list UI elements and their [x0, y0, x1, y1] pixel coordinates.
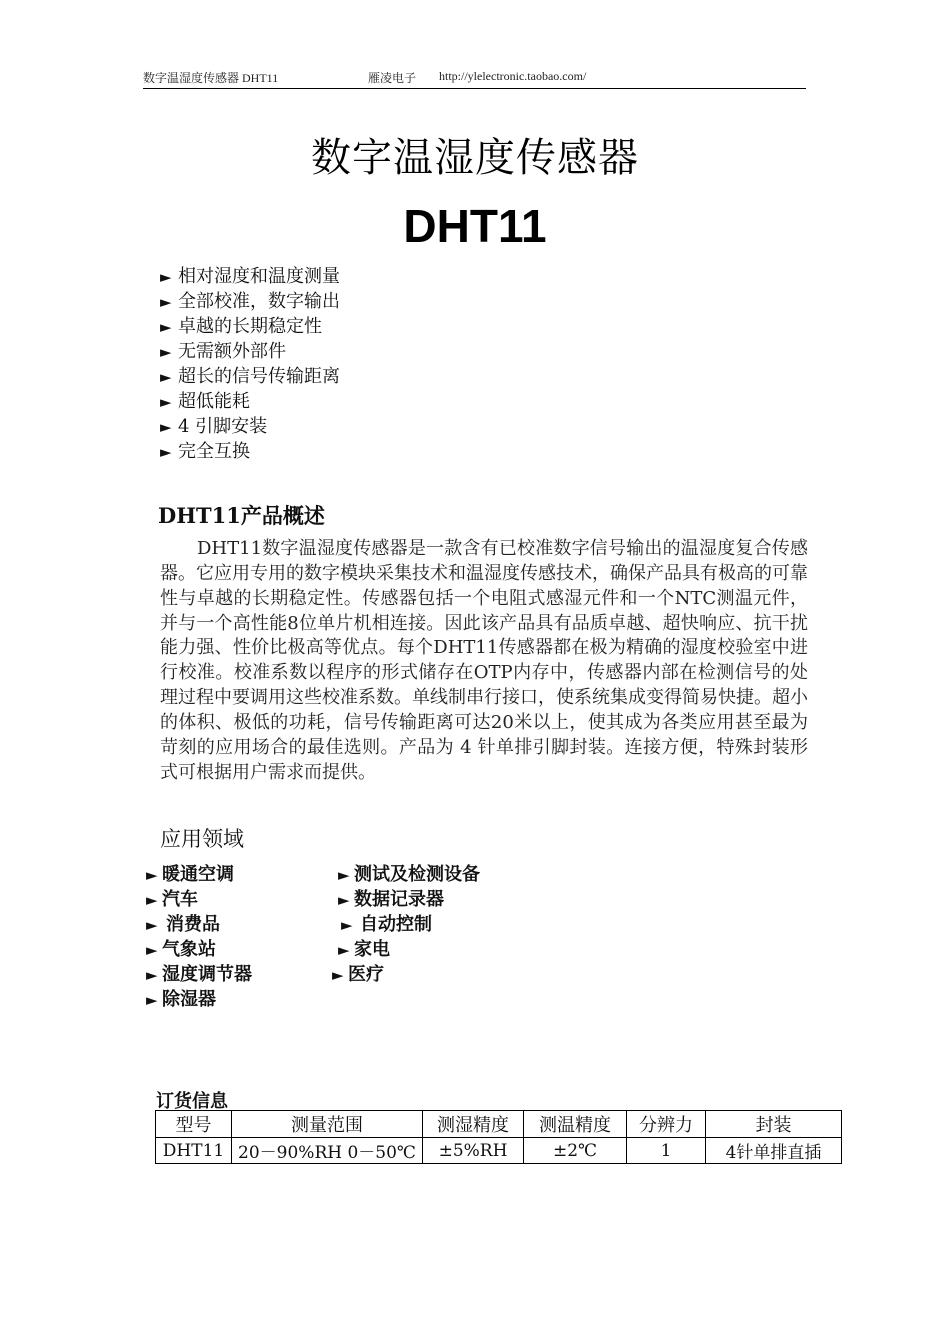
- triangle-bullet-icon: ►: [146, 891, 158, 909]
- feature-item: ► 相对湿度和温度测量: [160, 264, 340, 289]
- triangle-bullet-icon: ►: [146, 866, 158, 884]
- triangle-bullet-icon: ►: [160, 443, 172, 461]
- table-cell: ±5%RH: [423, 1138, 524, 1164]
- column-header: 型号: [156, 1111, 232, 1138]
- feature-list: [160, 264, 340, 464]
- triangle-bullet-icon: ►: [146, 991, 158, 1009]
- triangle-bullet-icon: ►: [160, 368, 172, 386]
- triangle-bullet-icon: ►: [160, 268, 172, 286]
- triangle-bullet-icon: ►: [341, 916, 353, 934]
- triangle-bullet-icon: ►: [338, 941, 350, 959]
- table-cell: 4针单排直插: [706, 1138, 842, 1164]
- application-item: ► 除湿器: [146, 987, 216, 1013]
- application-item: ► 医疗: [332, 962, 384, 988]
- feature-item: ► 超长的信号传输距离: [160, 364, 340, 389]
- order-heading: 订货信息: [156, 1091, 228, 1112]
- application-item: ► 气象站: [146, 937, 216, 963]
- triangle-bullet-icon: ►: [160, 318, 172, 336]
- triangle-bullet-icon: ►: [338, 891, 350, 909]
- order-table: [155, 1110, 842, 1164]
- triangle-bullet-icon: ►: [146, 941, 158, 959]
- application-item: ► 家电: [338, 937, 390, 963]
- document-title: 数字温湿度传感器: [311, 135, 639, 181]
- table-cell: 1: [627, 1138, 706, 1164]
- triangle-bullet-icon: ►: [146, 966, 158, 984]
- column-header: 测量范围: [232, 1111, 423, 1138]
- table-cell: DHT11: [156, 1138, 232, 1164]
- column-header: 封装: [706, 1111, 842, 1138]
- model-name: DHT11: [403, 200, 547, 252]
- triangle-bullet-icon: ►: [160, 393, 172, 411]
- overview-paragraph: DHT11数字温湿度传感器是一款含有已校准数字信号输出的温湿度复合传感器。它应用专用的数字模块采集技术和温湿度传感技术，确保产品具有极高的可靠性与卓越的长期稳定性。传感器包括一个电阻式感湿元件和一个NTC测温元件，并与一个高性能8位单片机相连接。因此该产品具有品质卓越、超快响应、抗干扰能力强、性价比极高等优点。每个DHT11传感器都在极为精确的湿度校验室中进行校准。校准系数以程序的形式储存在OTP内存中，传感器内部在检测信号的处理过程中要调用这些校准系数。单线制串行接口，使系统集成变得简易快捷。超小的体积、极低的功耗，信号传输距离可达20米以上，使其成为各类应用甚至最为苛刻的应用场合的最佳选则。产品为 4 针单排引脚封装。连接方便，特殊封装形式可根据用户需求而提供。: [160, 538, 808, 783]
- table-cell: 20－90%RH 0－50℃: [232, 1138, 423, 1164]
- applications-heading: 应用领域: [160, 827, 244, 851]
- application-item: ► 消费品: [146, 912, 220, 938]
- application-item: ► 湿度调节器: [146, 962, 252, 988]
- application-item: ► 自动控制: [341, 912, 432, 938]
- triangle-bullet-icon: ►: [338, 866, 350, 884]
- feature-item: ► 无需额外部件: [160, 339, 340, 364]
- application-item: ► 数据记录器: [338, 887, 444, 913]
- application-item: ► 暖通空调: [146, 862, 234, 888]
- application-item: ► 汽车: [146, 887, 198, 913]
- overview-heading: DHT11产品概述: [158, 503, 325, 528]
- triangle-bullet-icon: ►: [160, 418, 172, 436]
- table-cell: ±2℃: [524, 1138, 627, 1164]
- triangle-bullet-icon: ►: [146, 916, 158, 934]
- table-row: [156, 1138, 842, 1164]
- header-company: 雁凌电子: [368, 71, 417, 85]
- feature-item: ► 卓越的长期稳定性: [160, 314, 340, 339]
- feature-item: ► 完全互换: [160, 439, 340, 464]
- header-product: 数字温湿度传感器 DHT11: [143, 71, 279, 85]
- header-divider: [143, 88, 806, 89]
- triangle-bullet-icon: ►: [332, 966, 344, 984]
- feature-item: ► 超低能耗: [160, 389, 340, 414]
- table-header-row: [156, 1111, 842, 1138]
- triangle-bullet-icon: ►: [160, 293, 172, 311]
- column-header: 测温精度: [524, 1111, 627, 1138]
- column-header: 测湿精度: [423, 1111, 524, 1138]
- triangle-bullet-icon: ►: [160, 343, 172, 361]
- header-url[interactable]: http://ylelectronic.taobao.com/: [439, 69, 587, 83]
- column-header: 分辨力: [627, 1111, 706, 1138]
- feature-item: ► 4 引脚安装: [160, 414, 340, 439]
- feature-item: ► 全部校准，数字输出: [160, 289, 340, 314]
- application-item: ► 测试及检测设备: [338, 862, 480, 888]
